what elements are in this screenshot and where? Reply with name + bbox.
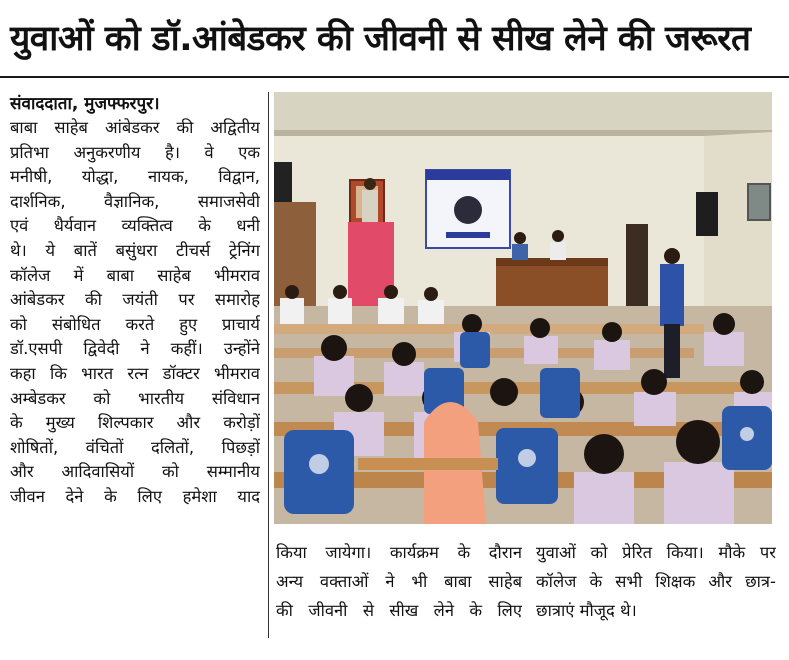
text-line: किया जायेगा। कार्यक्रम के दौरान <box>276 543 522 562</box>
text-line: आंबेडकर की जयंती पर समारोह <box>10 290 260 310</box>
article-column-1 <box>10 116 260 510</box>
text-line: थे। ये बातें बसुंधरा टीचर्स ट्रेनिंग <box>10 240 260 260</box>
text-line: और आदिवासियों को सम्मानीय <box>10 462 260 482</box>
text-line: अम्बेडकर को भारतीय संविधान <box>10 388 260 408</box>
headline-rule <box>0 76 789 78</box>
text-line: युवाओं को प्रेरित किया। मौके पर <box>536 543 776 562</box>
text-line: कॉलेज के सभी शिक्षक और छात्र- <box>536 572 776 591</box>
text-line: जीवन देने के लिए हमेशा याद <box>10 486 260 506</box>
text-line: मनीषी, योद्धा, नायक, विद्वान, <box>10 167 260 187</box>
event-photo <box>274 92 772 524</box>
text-line: शोषितों, वंचितों दलितों, पिछड़ों <box>10 437 260 457</box>
text-line: छात्राएं मौजूद थे। <box>536 601 637 620</box>
speaker-icon <box>696 192 718 236</box>
headline: युवाओं को डॉ.आंबेडकर की जीवनी से सीख लेने की जरूरत <box>10 19 751 59</box>
event-photo-illustration <box>274 92 772 524</box>
text-line: के मुख्य शिल्पकार और करोड़ों <box>10 413 260 433</box>
text-line: कहा कि भारत रत्न डॉक्टर भीमराव <box>10 363 260 383</box>
article-column-2 <box>276 538 522 625</box>
text-line: बाबा साहेब आंबेडकर की अद्वितीय <box>10 118 260 137</box>
text-line: डॉ.एसपी द्विवेदी ने कहीं। उन्होंने <box>10 339 260 359</box>
text-line: दार्शनिक, वैज्ञानिक, समाजसेवी <box>10 191 260 211</box>
standing-person <box>660 264 684 326</box>
text-line: प्रतिभा अनुकरणीय है। वे एक <box>10 142 260 162</box>
column-divider <box>268 92 269 638</box>
byline: संवाददाता, मुजफ्फरपुर। <box>10 94 160 114</box>
speaker-icon <box>274 162 292 202</box>
text-line: की जीवनी से सीख लेने के लिए <box>276 601 522 620</box>
door <box>626 224 648 320</box>
text-line: एवं धैर्यवान व्यक्तित्व के धनी <box>10 216 260 236</box>
text-line: कॉलेज में बाबा साहेब भीमराव <box>10 265 260 285</box>
text-line: को संबोधित करते हुए प्राचार्य <box>10 314 260 334</box>
article-column-3 <box>536 538 776 625</box>
banner-portrait <box>454 196 482 224</box>
window <box>748 184 770 220</box>
text-line: अन्य वक्ताओं ने भी बाबा साहेब <box>276 572 522 591</box>
